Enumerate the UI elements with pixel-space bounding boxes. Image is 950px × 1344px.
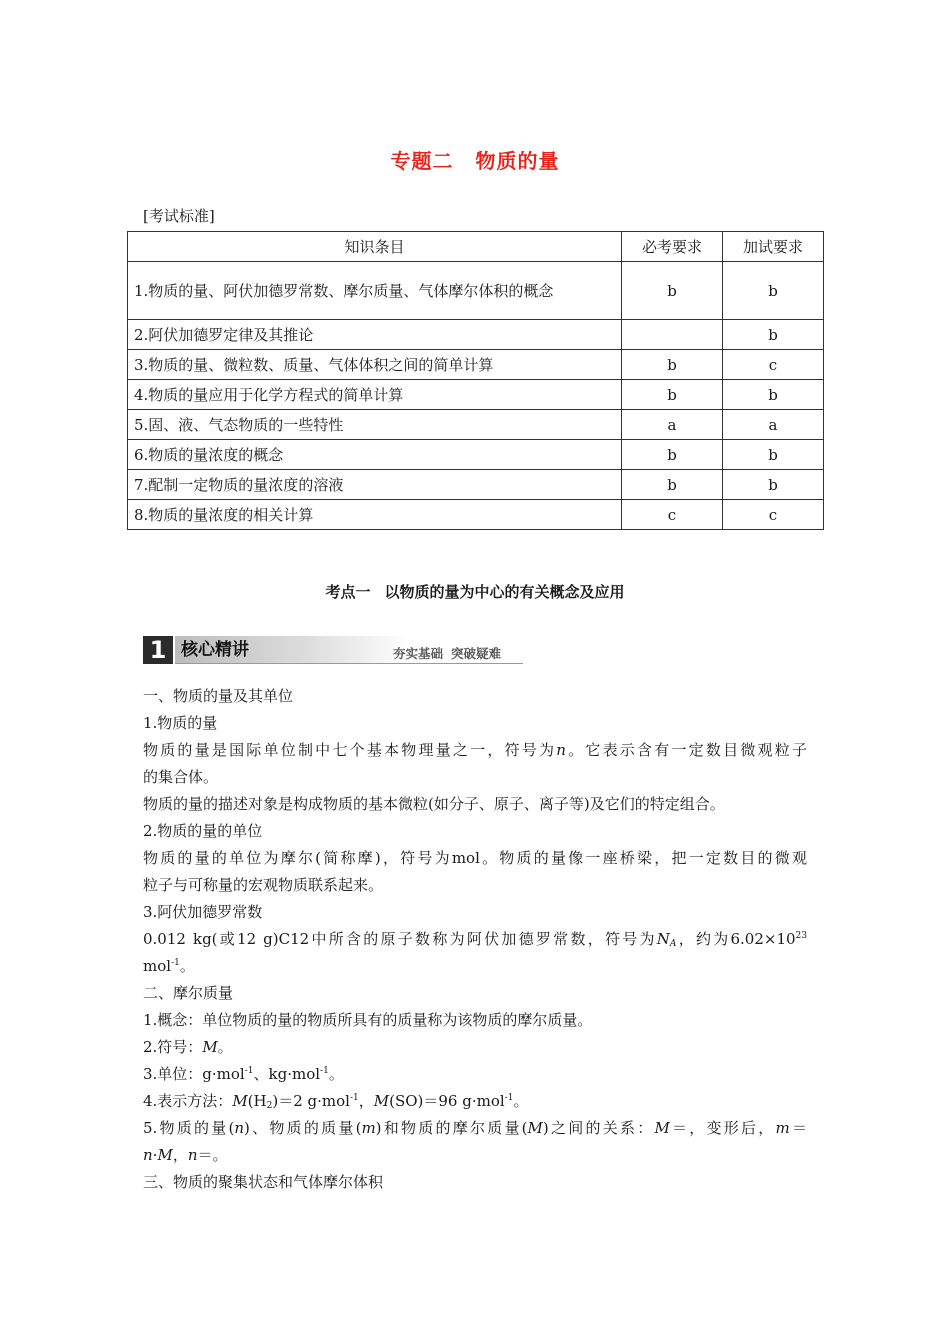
banner-sub2: 突破疑难 (451, 646, 502, 661)
heading-3: 三、物质的聚集状态和气体摩尔体积 (143, 1173, 384, 1191)
heading-2: 二、摩尔质量 (143, 984, 234, 1002)
subheading-3: 3.阿伏加德罗常数 (143, 903, 263, 921)
row-extra: b (723, 440, 824, 470)
row-item: 4.物质的量应用于化学方程式的简单计算 (128, 380, 622, 410)
row-item: 8.物质的量浓度的相关计算 (128, 500, 622, 530)
paragraph-3b: 粒子与可称量的宏观物质联系起来。 (143, 876, 384, 894)
section-title (0, 581, 950, 602)
row-required: b (622, 262, 723, 320)
row-required: b (622, 350, 723, 380)
header-required: 必考要求 (622, 232, 723, 262)
standards-table (127, 231, 824, 530)
row-required: c (622, 500, 723, 530)
molar-mass-unit: 3.单位：g·mol$^{-1}$、kg·mol$^{-1}$。 (143, 1065, 344, 1083)
header-extra: 加试要求 (723, 232, 824, 262)
row-item: 6.物质的量浓度的概念 (128, 440, 622, 470)
row-extra: c (723, 500, 824, 530)
section-part1: 考点一 (325, 583, 371, 601)
banner-subtitle (393, 644, 501, 662)
table-row (128, 500, 824, 530)
subheading-2: 2.物质的量的单位 (143, 822, 263, 840)
molar-mass-notation: 4.表示方法：$M(H_2)=2$ g·mol$^{-1}$，M(SO)＝96 g·mol$^{-1}$。 (143, 1092, 529, 1111)
row-extra: b (723, 262, 824, 320)
molar-mass-symbol: 2.符号：M。 (143, 1038, 233, 1056)
paragraph-4b: mol$^{-1}$。 (143, 957, 195, 975)
title-part1: 专题二 (390, 149, 454, 173)
row-extra: c (723, 350, 824, 380)
row-required (622, 320, 723, 350)
subheading-1: 1.物质的量 (143, 714, 218, 732)
paragraph-3a: 物质的量的单位为摩尔(简称摩)，符号为mol。物质的量像一座桥梁，把一定数目的微观 (143, 849, 807, 867)
relation-line-2: n·M，n＝。 (143, 1146, 228, 1164)
standards-label: [考试标准] (143, 207, 215, 225)
row-required: b (622, 470, 723, 500)
row-item: 1.物质的量、阿伏加德罗常数、摩尔质量、气体摩尔体积的概念 (128, 262, 622, 320)
banner-number-badge: 1 (143, 636, 173, 664)
table-row (128, 410, 824, 440)
content-body (143, 683, 807, 1196)
row-extra: a (723, 410, 824, 440)
molar-mass-concept: 1.概念：单位物质的量的物质所具有的质量称为该物质的摩尔质量。 (143, 1011, 593, 1029)
paragraph-1a: 物质的量是国际单位制中七个基本物理量之一，符号为n。它表示含有一定数目微观粒子 (143, 741, 807, 759)
title-part2: 物质的量 (475, 149, 560, 173)
row-required: a (622, 410, 723, 440)
banner-label: 核心精讲 (175, 636, 411, 664)
table-row (128, 470, 824, 500)
core-lecture-banner (143, 636, 523, 666)
row-item: 7.配制一定物质的量浓度的溶液 (128, 470, 622, 500)
table-row (128, 440, 824, 470)
relation-line-1: 5.物质的量(n)、物质的质量(m)和物质的摩尔质量(M)之间的关系：M＝，变形后，m＝ (143, 1119, 807, 1137)
row-item: 3.物质的量、微粒数、质量、气体体积之间的简单计算 (128, 350, 622, 380)
heading-1: 一、物质的量及其单位 (143, 687, 294, 705)
banner-sub1: 夯实基础 (393, 646, 444, 661)
paragraph-1b: 的集合体。 (143, 768, 219, 786)
row-item: 2.阿伏加德罗定律及其推论 (128, 320, 622, 350)
table-row (128, 262, 824, 320)
page-title (0, 145, 950, 174)
banner-underline (175, 663, 523, 664)
table-row (128, 380, 824, 410)
header-item: 知识条目 (128, 232, 622, 262)
table-header-row (128, 232, 824, 262)
row-required: b (622, 440, 723, 470)
row-item: 5.固、液、气态物质的一些特性 (128, 410, 622, 440)
symbol-n: n (556, 741, 566, 759)
row-extra: b (723, 320, 824, 350)
section-part2: 以物质的量为中心的有关概念及应用 (384, 583, 625, 601)
row-required: b (622, 380, 723, 410)
row-extra: b (723, 470, 824, 500)
symbol-NA: $N_A$ (656, 930, 677, 949)
table-row (128, 320, 824, 350)
paragraph-2: 物质的量的描述对象是构成物质的基本微粒(如分子、原子、离子等)及它们的特定组合。 (143, 795, 725, 813)
table-row (128, 350, 824, 380)
row-extra: b (723, 380, 824, 410)
paragraph-4a: 0.012 kg(或12 g)C12中所含的原子数称为阿伏加德罗常数，符号为$N_A$，约为$6.02\times 10^{23}$ (143, 930, 807, 949)
